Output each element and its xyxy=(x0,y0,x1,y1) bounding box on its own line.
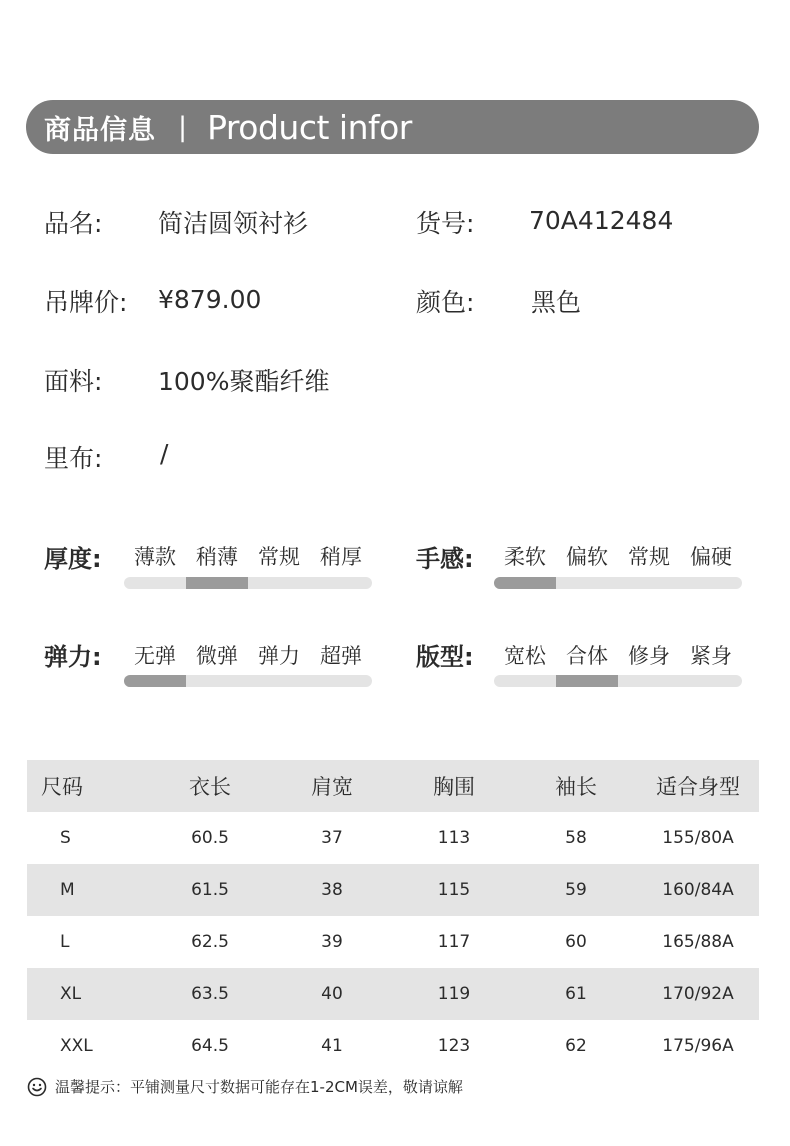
table-cell: 37 xyxy=(321,828,343,848)
sku-label: 货号: xyxy=(416,209,475,238)
elasticity-label: 弹力: xyxy=(44,643,102,671)
hand-feel-options xyxy=(494,541,742,571)
elasticity-scale xyxy=(124,675,372,687)
hand-feel-indicator xyxy=(494,577,556,589)
elasticity-option: 微弹 xyxy=(196,644,238,668)
color-value: 黑色 xyxy=(531,288,582,317)
price-value: ¥879.00 xyxy=(158,285,262,314)
fit-option: 紧身 xyxy=(690,644,732,668)
table-row xyxy=(27,968,759,1020)
table-cell: 170/92A xyxy=(637,968,759,1020)
hand-feel-label: 手感: xyxy=(416,545,474,573)
hand-feel-option: 偏硬 xyxy=(690,545,732,569)
fit-indicator xyxy=(556,675,618,687)
fit-scale xyxy=(494,675,742,687)
header-cell: 肩宽 xyxy=(271,760,393,812)
fit-option: 修身 xyxy=(628,644,670,668)
table-cell: M xyxy=(27,864,149,916)
table-cell: 62 xyxy=(565,1036,587,1056)
table-cell: 60.5 xyxy=(191,828,229,848)
fit-option: 宽松 xyxy=(504,644,546,668)
table-cell: 58 xyxy=(565,828,587,848)
smiley-icon xyxy=(27,1077,47,1097)
thickness-label: 厚度: xyxy=(44,545,102,573)
header-cell: 袖长 xyxy=(515,760,637,812)
section-header xyxy=(26,100,759,154)
table-cell: 115 xyxy=(393,864,515,916)
note-text: 温馨提示：平铺测量尺寸数据可能存在1-2CM误差，敬请谅解 xyxy=(55,1078,463,1096)
elasticity-option: 无弹 xyxy=(134,644,176,668)
fit-option: 合体 xyxy=(566,644,608,668)
table-cell: 165/88A xyxy=(662,932,734,952)
hand-feel-scale xyxy=(494,577,742,589)
table-cell: L xyxy=(60,932,70,952)
thickness-option: 常规 xyxy=(258,545,300,569)
table-cell: 41 xyxy=(321,1036,343,1056)
fabric-value: 100%聚酯纤维 xyxy=(158,367,330,396)
thickness-option: 薄款 xyxy=(134,545,176,569)
size-table-header xyxy=(27,760,759,812)
thickness-option: 稍薄 xyxy=(196,545,238,569)
hand-feel-option: 偏软 xyxy=(566,545,608,569)
table-row xyxy=(27,864,759,916)
table-row xyxy=(27,1020,759,1072)
header-cell: 尺码 xyxy=(27,760,149,812)
fit-label: 版型: xyxy=(416,643,474,671)
elasticity-indicator xyxy=(124,675,186,687)
table-cell: 155/80A xyxy=(662,828,734,848)
table-cell: 61.5 xyxy=(149,864,271,916)
header-cell: 衣长 xyxy=(149,760,271,812)
table-cell: 175/96A xyxy=(662,1036,734,1056)
header-cell: 适合身型 xyxy=(637,760,759,812)
table-cell: 117 xyxy=(437,932,471,952)
table-cell: 59 xyxy=(515,864,637,916)
fabric-label: 面料: xyxy=(44,367,103,396)
table-cell: 61 xyxy=(515,968,637,1020)
table-cell: 160/84A xyxy=(637,864,759,916)
size-table xyxy=(27,760,759,1072)
elasticity-option: 超弹 xyxy=(320,644,362,668)
table-row xyxy=(27,812,759,864)
elasticity-options xyxy=(124,640,372,670)
thickness-indicator xyxy=(186,577,248,589)
hand-feel-option: 常规 xyxy=(628,545,670,569)
header-separator: | xyxy=(178,111,188,143)
table-cell: S xyxy=(60,828,71,848)
elasticity-option: 弹力 xyxy=(258,644,300,668)
header-cell: 胸围 xyxy=(393,760,515,812)
table-cell: 64.5 xyxy=(191,1036,229,1056)
color-label: 颜色: xyxy=(416,288,475,317)
hand-feel-option: 柔软 xyxy=(504,545,546,569)
table-cell: 123 xyxy=(437,1036,471,1056)
table-cell: 63.5 xyxy=(149,968,271,1020)
table-cell: 39 xyxy=(321,932,343,952)
table-cell: 119 xyxy=(393,968,515,1020)
lining-label: 里布: xyxy=(44,444,103,473)
lining-value: / xyxy=(160,439,169,468)
table-row xyxy=(27,916,759,968)
table-cell: 62.5 xyxy=(191,932,229,952)
fit-options xyxy=(494,640,742,670)
header-title-cn: 商品信息 xyxy=(44,114,156,146)
table-cell: 38 xyxy=(271,864,393,916)
table-cell: XXL xyxy=(60,1036,93,1056)
price-label: 吊牌价: xyxy=(44,288,128,317)
table-cell: 40 xyxy=(271,968,393,1020)
thickness-option: 稍厚 xyxy=(320,545,362,569)
header-title-en: Product infor xyxy=(207,107,412,147)
measurement-note xyxy=(27,1076,463,1097)
name-value: 简洁圆领衬衫 xyxy=(158,209,309,238)
table-cell: 113 xyxy=(437,828,471,848)
sku-value: 70A412484 xyxy=(529,206,674,235)
name-label: 品名: xyxy=(44,209,103,238)
table-cell: 60 xyxy=(565,932,587,952)
thickness-scale xyxy=(124,577,372,589)
thickness-options xyxy=(124,541,372,571)
table-cell: XL xyxy=(27,968,149,1020)
